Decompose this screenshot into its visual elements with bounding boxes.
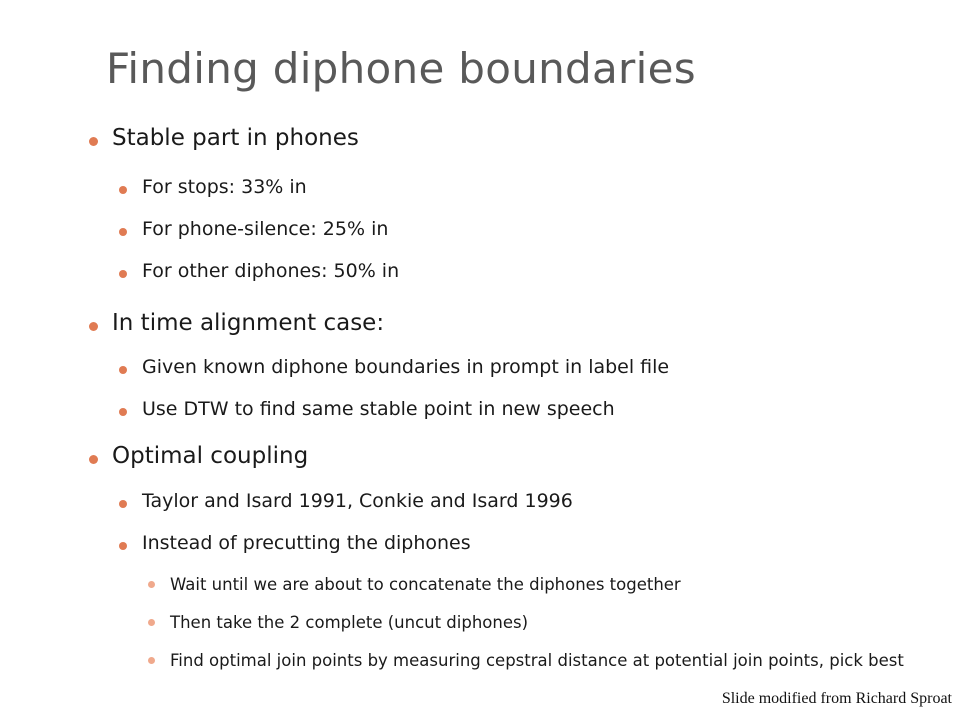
bullet-item-level1 (112, 125, 359, 151)
bullet-text: In time alignment case: (112, 310, 385, 336)
bullet-dot-icon (119, 408, 127, 416)
bullet-item-level2 (142, 218, 388, 240)
bullet-item-level2 (142, 260, 399, 282)
bullet-item-level2 (142, 490, 573, 512)
bullet-dot-icon (148, 581, 155, 588)
bullet-text: Optimal coupling (112, 443, 309, 469)
bullet-text: Given known diphone boundaries in prompt in label file (142, 356, 670, 378)
bullet-text: Use DTW to find same stable point in new speech (142, 398, 615, 420)
bullet-item-level2 (142, 176, 307, 198)
slide-credit: Slide modified from Richard Sproat (721, 690, 952, 707)
bullet-dot-icon (89, 137, 98, 146)
bullet-dot-icon (89, 455, 98, 464)
slide-title: Finding diphone boundaries (106, 44, 696, 93)
bullet-item-level2 (142, 356, 669, 378)
bullet-item-level3 (170, 648, 910, 674)
bullet-text: For other diphones: 50% in (142, 260, 400, 282)
bullet-item-level1 (112, 310, 384, 336)
bullet-item-level3 (170, 610, 910, 636)
bullet-text: Taylor and Isard 1991, Conkie and Isard 1996 (142, 490, 573, 512)
bullet-text: For phone-silence: 25% in (142, 218, 389, 240)
bullet-dot-icon (119, 228, 127, 236)
bullet-text: Wait until we are about to concatenate the diphones together (170, 575, 681, 594)
bullet-text: Then take the 2 complete (uncut diphones) (170, 613, 529, 632)
bullet-text: Find optimal join points by measuring cepstral distance at potential join points, pick best (170, 651, 904, 670)
bullet-dot-icon (119, 366, 127, 374)
bullet-dot-icon (89, 322, 98, 331)
bullet-item-level2 (142, 532, 471, 554)
bullet-dot-icon (119, 542, 127, 550)
bullet-dot-icon (119, 500, 127, 508)
bullet-item-level1 (112, 443, 308, 469)
bullet-text: For stops: 33% in (142, 176, 307, 198)
bullet-text: Instead of precutting the diphones (142, 532, 471, 554)
bullet-item-level2 (142, 398, 615, 420)
bullet-dot-icon (119, 270, 127, 278)
bullet-item-level3 (170, 572, 910, 598)
bullet-dot-icon (148, 619, 155, 626)
bullet-dot-icon (119, 186, 127, 194)
bullet-dot-icon (148, 657, 155, 664)
bullet-text: Stable part in phones (112, 125, 359, 151)
